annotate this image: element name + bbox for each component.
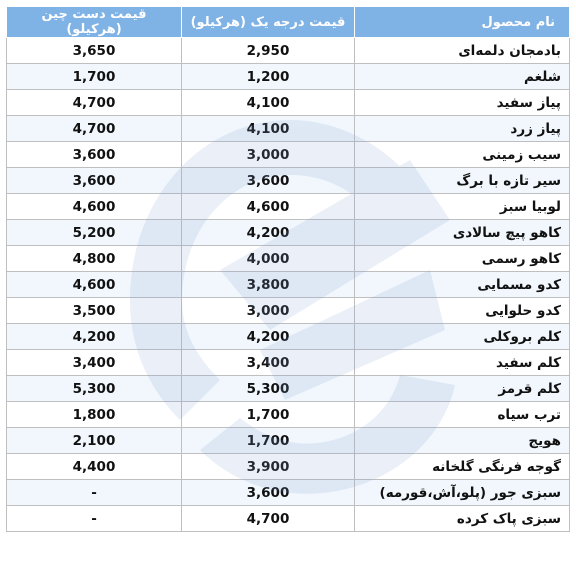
handpicked-price-cell: 4,600 [7,194,182,220]
product-name-cell: پیاز زرد [355,116,570,142]
table-row [7,454,570,480]
header-product-name: نام محصول [355,7,570,38]
table-row [7,376,570,402]
grade1-price-cell: 1,200 [182,64,355,90]
product-name-cell: کاهو پیچ سالادی [355,220,570,246]
handpicked-price-cell: - [7,480,182,506]
grade1-price-cell: 1,700 [182,402,355,428]
product-name-cell: کدو مسمایی [355,272,570,298]
product-name-cell: بادمجان دلمه‌ای [355,38,570,64]
handpicked-price-cell: 4,700 [7,116,182,142]
handpicked-price-cell: 4,800 [7,246,182,272]
grade1-price-cell: 4,200 [182,324,355,350]
table-row [7,350,570,376]
handpicked-price-cell: 4,600 [7,272,182,298]
table-row [7,506,570,532]
product-name-cell: کدو حلوایی [355,298,570,324]
product-name-cell: شلغم [355,64,570,90]
table-row [7,402,570,428]
handpicked-price-cell: 4,700 [7,90,182,116]
table-row [7,298,570,324]
grade1-price-cell: 3,000 [182,298,355,324]
product-name-cell: پیاز سفید [355,90,570,116]
handpicked-price-cell: 1,800 [7,402,182,428]
table-row [7,168,570,194]
grade1-price-cell: 3,400 [182,350,355,376]
product-name-cell: کلم قرمز [355,376,570,402]
table-row [7,246,570,272]
grade1-price-cell: 4,600 [182,194,355,220]
handpicked-price-cell: 2,100 [7,428,182,454]
handpicked-price-cell: 3,500 [7,298,182,324]
table-row [7,64,570,90]
grade1-price-cell: 4,100 [182,90,355,116]
product-name-cell: سبزی جور (پلو،آش،قورمه) [355,480,570,506]
table-row [7,272,570,298]
grade1-price-cell: 5,300 [182,376,355,402]
grade1-price-cell: 1,700 [182,428,355,454]
header-handpicked-price: قیمت دست چین (هرکیلو) [7,7,182,38]
handpicked-price-cell: 5,300 [7,376,182,402]
table-row [7,38,570,64]
table-body [7,38,570,532]
product-name-cell: سبزی پاک کرده [355,506,570,532]
grade1-price-cell: 4,100 [182,116,355,142]
table-row [7,194,570,220]
handpicked-price-cell: 4,400 [7,454,182,480]
product-name-cell: ترب سیاه [355,402,570,428]
handpicked-price-cell: 3,600 [7,168,182,194]
table-row [7,428,570,454]
handpicked-price-cell: 3,600 [7,142,182,168]
product-name-cell: کلم بروکلی [355,324,570,350]
table-row [7,324,570,350]
table-row [7,90,570,116]
product-name-cell: سیب زمینی [355,142,570,168]
handpicked-price-cell: - [7,506,182,532]
grade1-price-cell: 3,900 [182,454,355,480]
grade1-price-cell: 3,600 [182,480,355,506]
price-table [6,6,570,532]
handpicked-price-cell: 1,700 [7,64,182,90]
handpicked-price-cell: 5,200 [7,220,182,246]
product-name-cell: کاهو رسمی [355,246,570,272]
table-header-row [7,7,570,38]
table-row [7,142,570,168]
table-row [7,116,570,142]
product-name-cell: لوبیا سبز [355,194,570,220]
handpicked-price-cell: 3,650 [7,38,182,64]
product-name-cell: گوجه فرنگی گلخانه [355,454,570,480]
table-row [7,480,570,506]
product-name-cell: کلم سفید [355,350,570,376]
header-grade1-price: قیمت درجه یک (هرکیلو) [182,7,355,38]
grade1-price-cell: 4,000 [182,246,355,272]
handpicked-price-cell: 4,200 [7,324,182,350]
grade1-price-cell: 3,600 [182,168,355,194]
product-name-cell: سیر تازه با برگ [355,168,570,194]
grade1-price-cell: 4,200 [182,220,355,246]
table-row [7,220,570,246]
grade1-price-cell: 3,000 [182,142,355,168]
product-name-cell: هویج [355,428,570,454]
handpicked-price-cell: 3,400 [7,350,182,376]
grade1-price-cell: 2,950 [182,38,355,64]
grade1-price-cell: 4,700 [182,506,355,532]
grade1-price-cell: 3,800 [182,272,355,298]
